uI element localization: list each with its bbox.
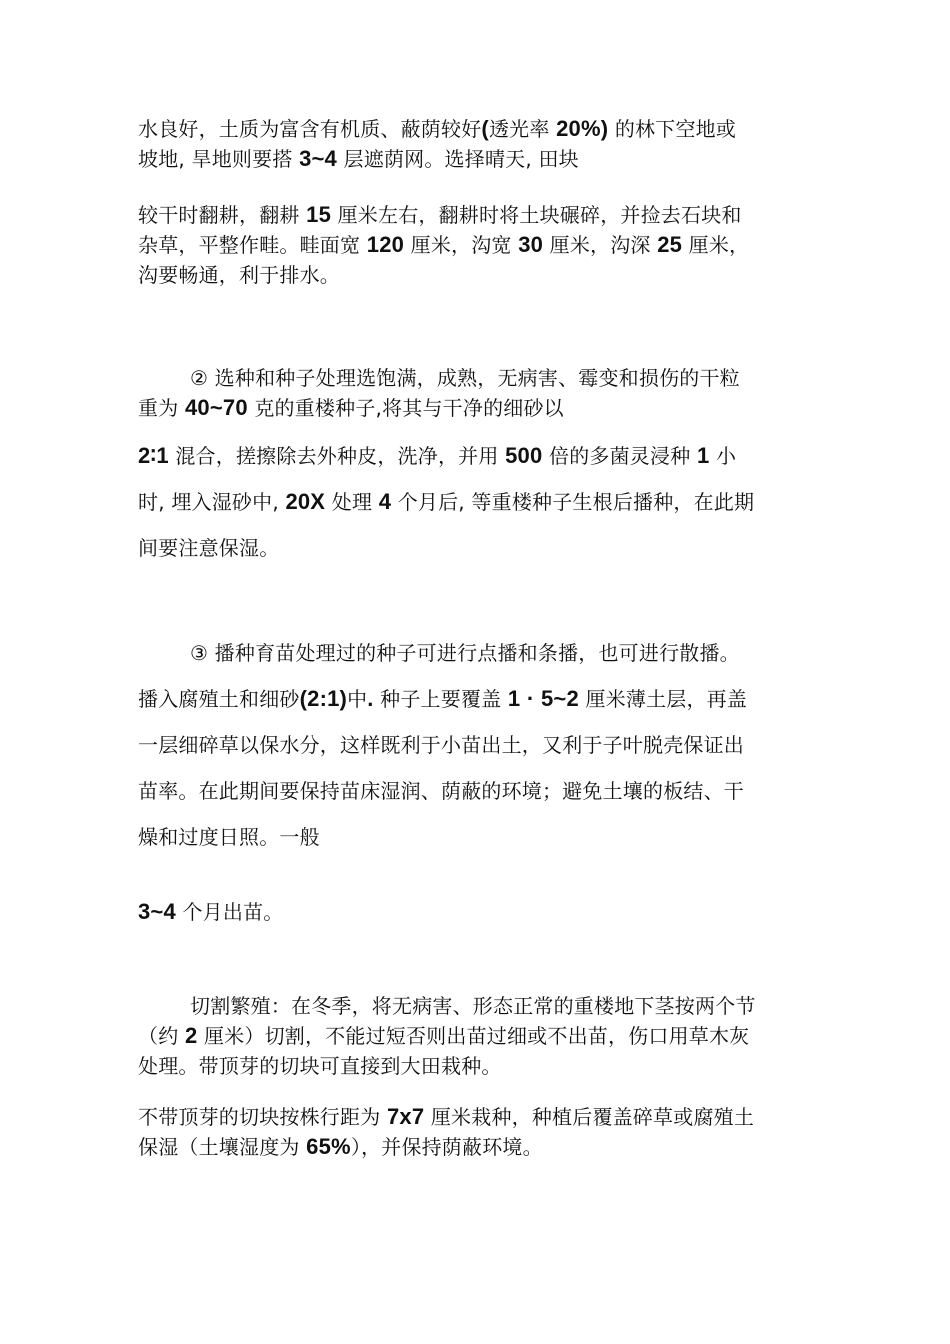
numeric-text: 2∶1	[138, 443, 169, 468]
paragraph-sowing	[138, 630, 828, 860]
numeric-text: (2:1)	[299, 686, 348, 711]
text-line: 3~4 个月出苗。	[138, 899, 284, 924]
numeric-text: 5~2	[541, 686, 579, 711]
text-line: 切割繁殖：在冬季，将无病害、形态正常的重楼地下茎按两个节	[190, 994, 756, 1018]
paragraph-seed-selection	[138, 363, 828, 423]
paragraph-tillage	[138, 200, 828, 290]
paragraph-seed-treatment	[138, 433, 828, 571]
numeric-text: 2	[184, 1023, 198, 1048]
numeric-text: 3~4	[299, 146, 337, 171]
numeric-text: 25	[657, 232, 683, 257]
numeric-text: 7x7	[386, 1104, 425, 1129]
text-line: 苗率。在此期间要保持苗床湿润、荫蔽的环境；避免土壤的板结、干	[138, 779, 744, 803]
numeric-text: 1	[696, 443, 710, 468]
text-line: 不带顶芽的切块按株行距为 7x7 厘米栽种，种植后覆盖碎草或腐殖土	[138, 1104, 755, 1129]
text-line: 一层细碎草以保水分，这样既利于小苗出土，又利于子叶脱壳保证出	[138, 733, 744, 757]
text-line: 间要注意保湿。	[138, 536, 280, 560]
text-line: 沟要畅通，利于排水。	[138, 263, 340, 287]
text-line: ③ 播种育苗处理过的种子可进行点播和条播，也可进行散播。	[190, 641, 740, 665]
text-line: 杂草，平整作畦。畦面宽 120 厘米，沟宽 30 厘米，沟深 25 厘米，	[138, 232, 750, 257]
text-line: 较干时翻耕，翻耕 15 厘米左右，翻耕时将土块碾碎，并捡去石块和	[138, 202, 742, 227]
text-line: （约 2 厘米）切割，不能过短否则出苗过细或不出苗，伤口用草木灰	[138, 1023, 750, 1048]
numeric-text: 20X	[285, 489, 326, 514]
text-line: 保湿（土壤湿度为 65%），并保持荫蔽环境。	[138, 1134, 543, 1159]
numeric-text: 120	[366, 232, 405, 257]
numeric-text: 3~4	[138, 899, 176, 924]
text-line: 水良好，土质为富含有机质、蔽荫较好(透光率 20%) 的林下空地或	[138, 116, 737, 141]
numeric-text: 40~70	[184, 395, 248, 420]
text-line: 重为 40~70 克的重楼种子,将其与干净的细砂以	[138, 395, 564, 420]
numeric-text: 30	[518, 232, 544, 257]
paragraph-emergence	[138, 897, 828, 927]
paragraph-planting	[138, 1102, 828, 1162]
numeric-text: 65%	[306, 1134, 351, 1159]
numeric-text: 1	[507, 686, 521, 711]
numeric-text: 4	[378, 489, 392, 514]
numeric-text: 15	[306, 202, 332, 227]
paragraph-soil-site	[138, 114, 828, 174]
text-line: 播入腐殖土和细砂(2:1)中. 种子上要覆盖 1 · 5~2 厘米薄土层，再盖	[138, 686, 748, 711]
paragraph-cutting-propagation	[138, 991, 828, 1081]
numeric-text: 20%)	[556, 116, 609, 141]
numeric-text: .	[367, 686, 374, 711]
numeric-text: ·	[526, 686, 535, 711]
text-line: 2∶1 混合，搓擦除去外种皮，洗净，并用 500 倍的多菌灵浸种 1 小	[138, 443, 737, 468]
text-line: 燥和过度日照。一般	[138, 825, 320, 849]
text-line: 时, 埋入湿砂中, 20X 处理 4 个月后, 等重楼种子生根后播种，在此期	[138, 489, 755, 514]
numeric-text: (	[481, 116, 489, 141]
numeric-text: 500	[505, 443, 543, 468]
text-line: 处理。带顶芽的切块可直接到大田栽种。	[138, 1054, 502, 1078]
text-line: ② 选种和种子处理选饱满，成熟，无病害、霉变和损伤的干粒	[190, 366, 740, 390]
text-line: 坡地, 旱地则要搭 3~4 层遮荫网。选择晴天, 田块	[138, 146, 579, 171]
